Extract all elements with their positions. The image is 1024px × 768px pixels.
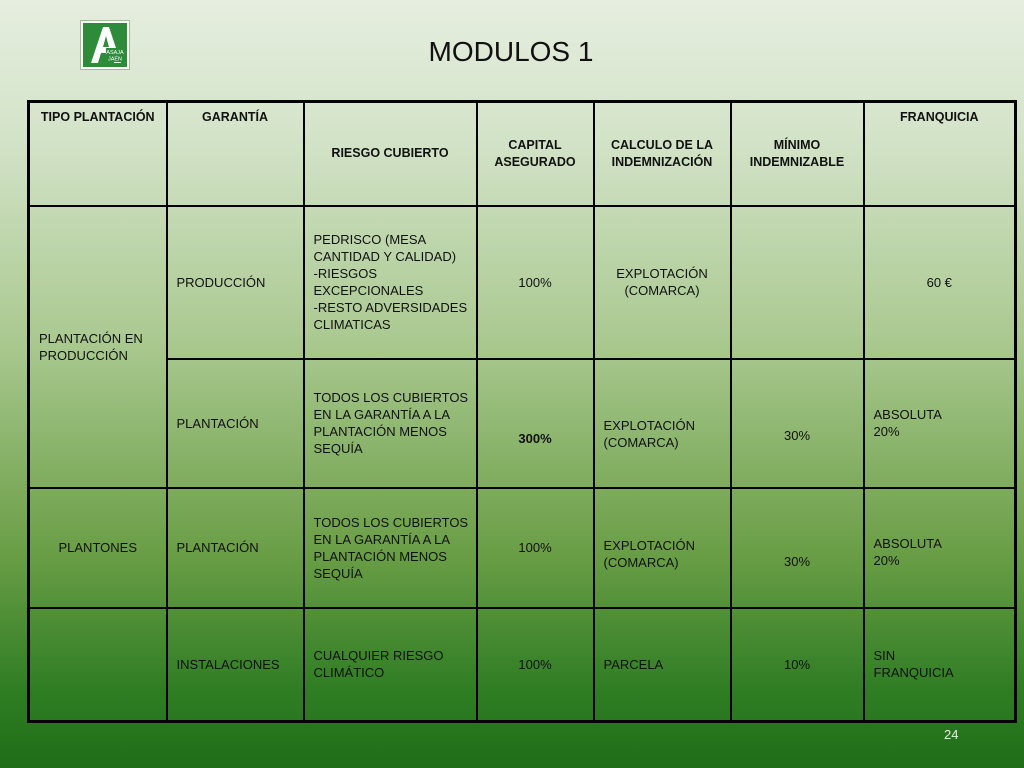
cell-garantia: PRODUCCIÓN	[167, 206, 304, 359]
riesgo-line: -RESTO ADVERSIDADES CLIMATICAS	[313, 300, 468, 332]
calculo-line: (COMARCA)	[603, 554, 679, 570]
table-row	[29, 359, 1016, 488]
calculo-line: EXPLOTACIÓN	[616, 266, 708, 281]
header-minimo: MÍNIMO INDEMNIZABLE	[731, 102, 864, 206]
cell-riesgo: TODOS LOS CUBIERTOS EN LA GARANTÍA A LA PLANTACIÓN MENOS SEQUÍA	[304, 488, 477, 608]
modules-table	[27, 100, 1017, 723]
cell-franquicia	[864, 608, 1016, 722]
cell-riesgo: TODOS LOS CUBIERTOS EN LA GARANTÍA A LA PLANTACIÓN MENOS SEQUÍA	[304, 359, 477, 488]
cell-capital: 100%	[477, 488, 594, 608]
calculo-line: EXPLOTACIÓN	[603, 418, 696, 433]
franquicia-line: ABSOLUTA	[873, 535, 942, 551]
cell-garantia: PLANTACIÓN	[167, 359, 304, 488]
cell-capital: 100%	[477, 206, 594, 359]
header-franquicia: FRANQUICIA	[864, 102, 1016, 206]
franquicia-line: 20%	[873, 552, 900, 568]
riesgo-line: PEDRISCO (MESA CANTIDAD Y CALIDAD)	[313, 232, 457, 264]
cell-capital: 300%	[477, 359, 594, 488]
cell-minimo: 30%	[731, 488, 864, 608]
riesgo-line: -RIESGOS EXCEPCIONALES	[313, 266, 424, 298]
cell-calculo	[594, 488, 731, 608]
logo-line2: JAÉN	[107, 56, 123, 63]
header-tipo: TIPO PLANTACIÓN	[29, 102, 167, 206]
cell-franquicia: 60 €	[864, 206, 1016, 359]
header-garantia: GARANTÍA	[167, 102, 304, 206]
cell-calculo	[594, 206, 731, 359]
logo-line1: ASAJA	[106, 50, 124, 56]
cell-tipo: PLANTONES	[29, 488, 167, 608]
cell-franquicia	[864, 488, 1016, 608]
header-calculo: CALCULO DE LA INDEMNIZACIÓN	[594, 102, 731, 206]
header-riesgo: RIESGO CUBIERTO	[304, 102, 477, 206]
cell-riesgo: CUALQUIER RIESGO CLIMÁTICO	[304, 608, 477, 722]
cell-minimo	[731, 206, 864, 359]
table-row	[29, 206, 1016, 359]
calculo-line: EXPLOTACIÓN	[603, 537, 696, 553]
cell-minimo: 30%	[731, 359, 864, 488]
header-capital: CAPITAL ASEGURADO	[477, 102, 594, 206]
cell-riesgo	[304, 206, 477, 359]
cell-tipo	[29, 608, 167, 722]
table-row	[29, 608, 1016, 722]
franquicia-line: FRANQUICIA	[873, 665, 954, 681]
cell-garantia: PLANTACIÓN	[167, 488, 304, 608]
franquicia-line: SIN	[873, 648, 896, 664]
cell-calculo: PARCELA	[594, 608, 731, 722]
page-title: MODULOS 1	[428, 36, 594, 67]
franquicia-line: 20%	[873, 424, 900, 439]
calculo-line: (COMARCA)	[603, 435, 679, 450]
franquicia-line: ABSOLUTA	[873, 407, 942, 422]
calculo-line: (COMARCA)	[624, 283, 700, 298]
cell-tipo: PLANTACIÓN EN PRODUCCIÓN	[29, 206, 167, 488]
cell-calculo	[594, 359, 731, 488]
header-row	[29, 102, 1016, 206]
page-number: 24	[944, 727, 959, 742]
cell-franquicia	[864, 359, 1016, 488]
cell-minimo: 10%	[731, 608, 864, 722]
cell-garantia: INSTALACIONES	[167, 608, 304, 722]
table-row	[29, 488, 1016, 608]
cell-capital: 100%	[477, 608, 594, 722]
